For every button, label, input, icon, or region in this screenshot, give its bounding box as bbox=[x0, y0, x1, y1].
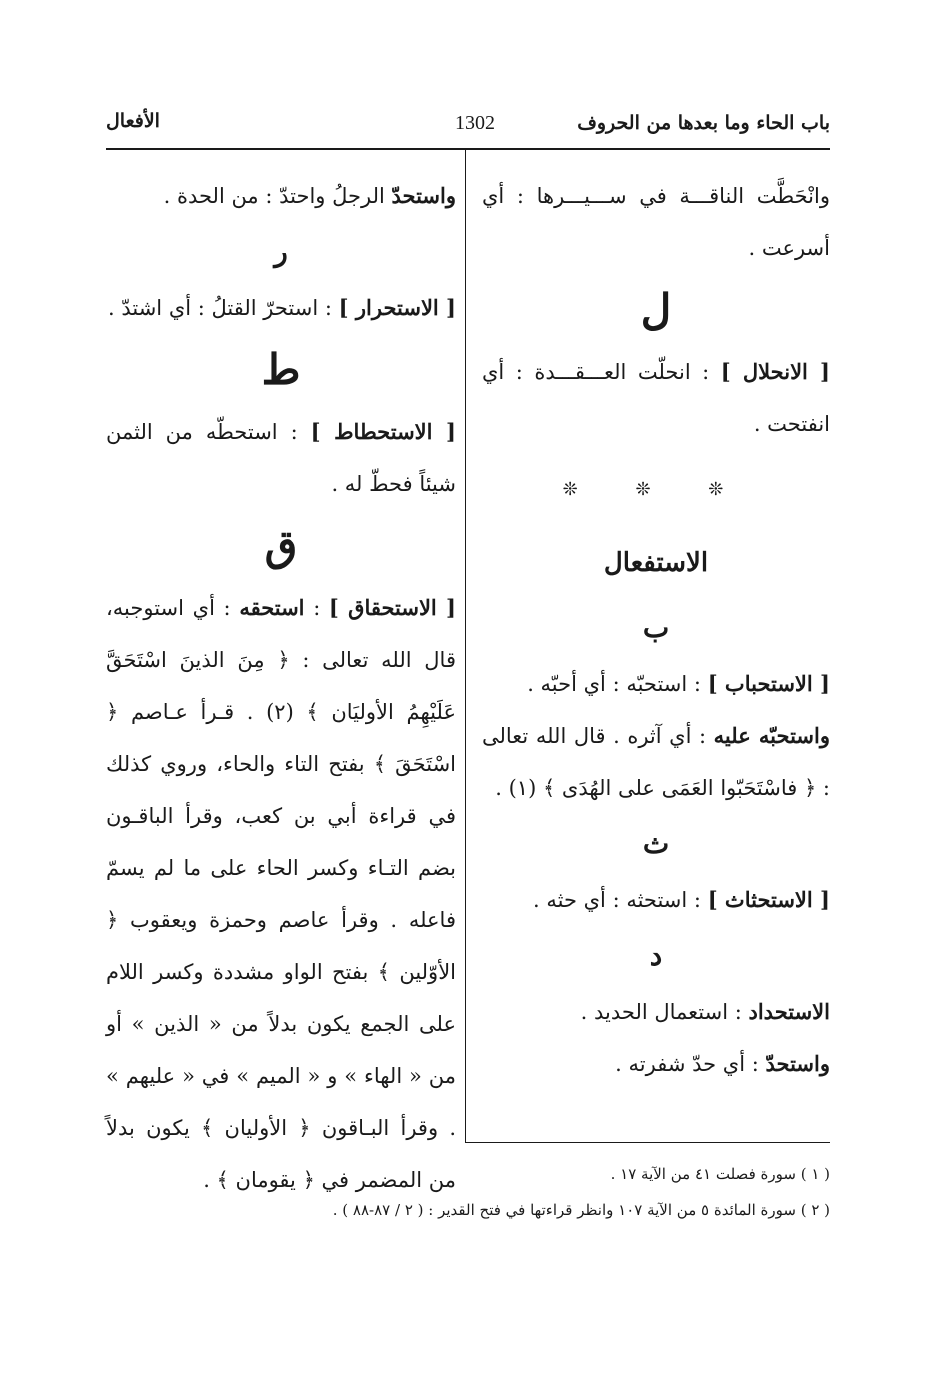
entry-istihbab-alayh bbox=[482, 710, 830, 814]
letter-heading-dal: د bbox=[649, 939, 663, 972]
chapter-title: باب الحاء وما بعدها من الحروف bbox=[577, 112, 830, 134]
entry-head: واستحدّ bbox=[765, 1051, 830, 1076]
left-column bbox=[106, 170, 456, 1206]
entry-istahadda-rajul bbox=[106, 170, 456, 222]
entry-istihdad bbox=[482, 986, 830, 1038]
right-column bbox=[482, 170, 830, 1090]
column-divider bbox=[465, 149, 466, 1142]
entry-head: [ الاستحقاق ] bbox=[328, 595, 456, 620]
letter-heading-ba: ب bbox=[642, 611, 670, 644]
letter-heading-lam: ل bbox=[640, 285, 672, 334]
entry-text: : استحرّ القتلُ : أي اشتدّ . bbox=[108, 296, 332, 320]
entry-head: [ الاستحباب ] bbox=[707, 671, 830, 696]
entry-istihtat bbox=[106, 406, 456, 510]
entry-inhilal bbox=[482, 346, 830, 450]
letter-heading-qaf: ق bbox=[264, 521, 298, 570]
page-number: 1302 bbox=[455, 112, 495, 134]
entry-text: : أي آثره . قال الله تعالى : ﴿ فاسْتَحَبّوا العَمَى على الهُدَى ﴾ (١) . bbox=[482, 724, 830, 800]
section-separator-stars: ❊ ❊ ❊ bbox=[562, 479, 750, 500]
entry-istihthath bbox=[482, 874, 830, 926]
entry-text: الرجلُ واحتدّ : من الحدة . bbox=[163, 184, 385, 208]
entry-istihrar bbox=[106, 282, 456, 334]
entry-text: : أي استوجبه، قال الله تعالى : ﴿ مِنَ الذينَ اسْتَحَقَّ عَلَيْهِمُ الأوليَان ﴾ (٢) . قـرأ عـاصم ﴿ اسْتَحَقَ ﴾ بفتح التاء والحاء، وروي كذلك في قراءة أبي بن كعب، وقرأ الباقـون بضم التـاء وكسر الحاء على ما لم يسمّ فاعله . وقرأ عاصم وحمزة ويعقوب ﴿ الأوّلين ﴾ بفتح الواو مشددة وكسر اللام على الجمع يكون بدلاً من « الذين » أو من « الهاء » و « الميم » في « عليهم » . وقرأ البـاقون ﴿ الأوليان ﴾ يكون بدلاً من المضمر في ﴿ يقومان ﴾ . bbox=[106, 596, 456, 1192]
entry-head: [ الاستحرار ] bbox=[338, 295, 456, 320]
page-header bbox=[100, 108, 830, 148]
entry-text: : انحلّت العـــقـــدة : أي انفتحت . bbox=[482, 360, 830, 436]
entry-text: : استعمال الحديد . bbox=[580, 1000, 742, 1024]
header-rule bbox=[106, 148, 830, 150]
letter-heading-ra: ر bbox=[274, 235, 288, 268]
footnote: ( ١ ) سورة فصلت ٤١ من الآية ١٧ . bbox=[610, 1165, 830, 1183]
section-name: الأفعال bbox=[106, 110, 160, 132]
footnotes bbox=[110, 1156, 830, 1228]
entry-istihqaq: [ الاستحقاق ] : استحقه : أي استوجبه، قال الله تعالى : ﴿ مِنَ الذينَ اسْتَحَقَّ عَلَيْهِمُ الأوليَان ﴾ (٢) . قـرأ عـاصم ﴿ اسْتَحَقَ ﴾ بفتح التاء والحاء، وروي كذلك في قراءة أبي بن كعب، وقرأ الباقـون بضم التـاء وكسر الحاء على ما لم يسمّ فاعله . وقرأ عاصم وحمزة ويعقوب ﴿ الأوّلين ﴾ بفتح الواو مشددة وكسر اللام على الجمع يكون بدلاً من « الذين » أو من « الهاء » و « الميم » في « عليهم » . وقرأ البـاقون ﴿ الأوليان ﴾ يكون بدلاً من المضمر في ﴿ يقومان ﴾ . bbox=[106, 595, 456, 1192]
letter-heading-ta: ط bbox=[261, 345, 301, 394]
column-bottom-rule bbox=[465, 1142, 830, 1143]
entry-head: واستحدّ bbox=[391, 183, 456, 208]
footnote: ( ٢ ) سورة المائدة ٥ من الآية ١٠٧ وانظر قراءتها في فتح القدير : ( ٢ / ٨٧-٨٨ ) . bbox=[332, 1201, 830, 1219]
entry-text: : أي حدّ شفرته . bbox=[615, 1052, 759, 1076]
entry-text: : استحبّه : أي أحبّه . bbox=[527, 672, 701, 696]
entry-subhead: استحقه bbox=[239, 595, 305, 620]
entry-head: [ الانحلال ] bbox=[720, 359, 830, 384]
entry-text: : استحثه : أي حثه . bbox=[533, 888, 701, 912]
letter-heading-tha: ث bbox=[642, 827, 670, 860]
paragraph: وانْحَطَّت الناقـــة في ســـيـــرها : أي أسرعت . bbox=[482, 184, 830, 260]
section-title: الاستفعال bbox=[603, 548, 709, 578]
entry-head: واستحبّه عليه bbox=[713, 723, 830, 748]
entry-istihbab bbox=[482, 658, 830, 710]
entry-istahadda bbox=[482, 1038, 830, 1090]
entry-head: الاستحداد bbox=[748, 999, 830, 1024]
entry-head: [ الاستحثاث ] bbox=[707, 887, 830, 912]
entry-text: : استحطّه من الثمن شيئاً فحطّ له . bbox=[106, 420, 456, 496]
entry-head: [ الاستحطاط ] bbox=[310, 419, 456, 444]
